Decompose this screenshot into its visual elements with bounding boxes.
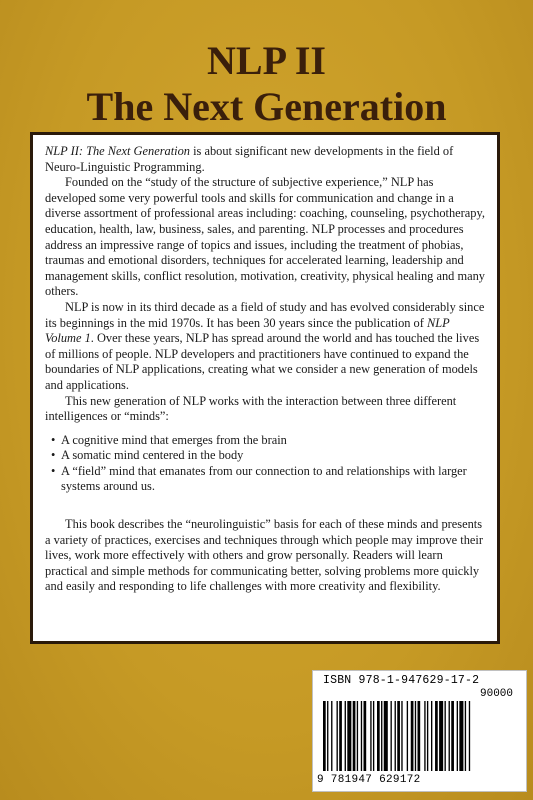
blurb-p1-rest: is about significant new developments in the field of Neuro-Linguistic Programming. (45, 144, 454, 174)
minds-list (45, 433, 487, 495)
blurb-box (30, 132, 500, 644)
blurb-paragraph-3 (45, 300, 487, 394)
list-item: • A “field” mind that emanates from our connection to and relationships with larger systems around us. (45, 464, 487, 495)
nlp-volume-1-italic: NLP Volume 1 (45, 315, 450, 346)
book-title-italic: NLP II: The Next Generation (45, 144, 190, 158)
ean-digits: 9 781947 629172 (317, 774, 421, 786)
title-line-1: NLP II (207, 38, 326, 83)
title-line-2: The Next Generation (86, 84, 447, 129)
title-block (0, 38, 533, 130)
blurb-paragraph-5: This book describes the “neurolinguistic” basis for each of these minds and presents a variety of practices, exercises and techniques through which people may improve their lives, work more effectively with others and grow personally. Readers will learn practical and simple methods for communicating better, solving problems more quickly and easily and responding to life challenges with more creativity and flexibility. (45, 517, 483, 594)
list-item: • A cognitive mind that emerges from the brain (45, 433, 487, 449)
price-code: 90000 (480, 688, 514, 700)
barcode-icon (323, 701, 518, 771)
blurb-p3-a: NLP is now in its third decade as a field of study and has evolved considerably since its beginnings in the mid 1970s. It has been 30 years since the publication of (45, 299, 485, 330)
barcode-label (312, 670, 527, 792)
blurb-p3-b: . Over these years, NLP has spread around the world and has touched the lives of millions of people. NLP developers and practitioners have continued to expand the boundaries of NLP applications, creating what we consider a new generation of models and applications. (45, 331, 480, 392)
blurb-paragraph-1 (45, 144, 487, 175)
spacer (45, 505, 487, 517)
isbn-text: ISBN 978-1-947629-17-2 (323, 674, 480, 687)
blurb-paragraph-4: This new generation of NLP works with the interaction between three different intelligences or “minds”: (45, 393, 457, 424)
list-item: • A somatic mind centered in the body (45, 448, 487, 464)
blurb-paragraph-2: Founded on the “study of the structure of subjective experience,” NLP has developed some very powerful tools and skills for communication and change in a diverse assortment of professional areas including: coaching, counseling, psychotherapy, education, health, law, business, sales, and parenting. NLP processes and procedures address an impressive range of topics and issues, including the treatment of phobias, traumas and emotional disorders, techniques for accelerated learning, leadership and management skills, conflict resolution, motivation, creativity, physical healing and many others. (45, 175, 485, 299)
